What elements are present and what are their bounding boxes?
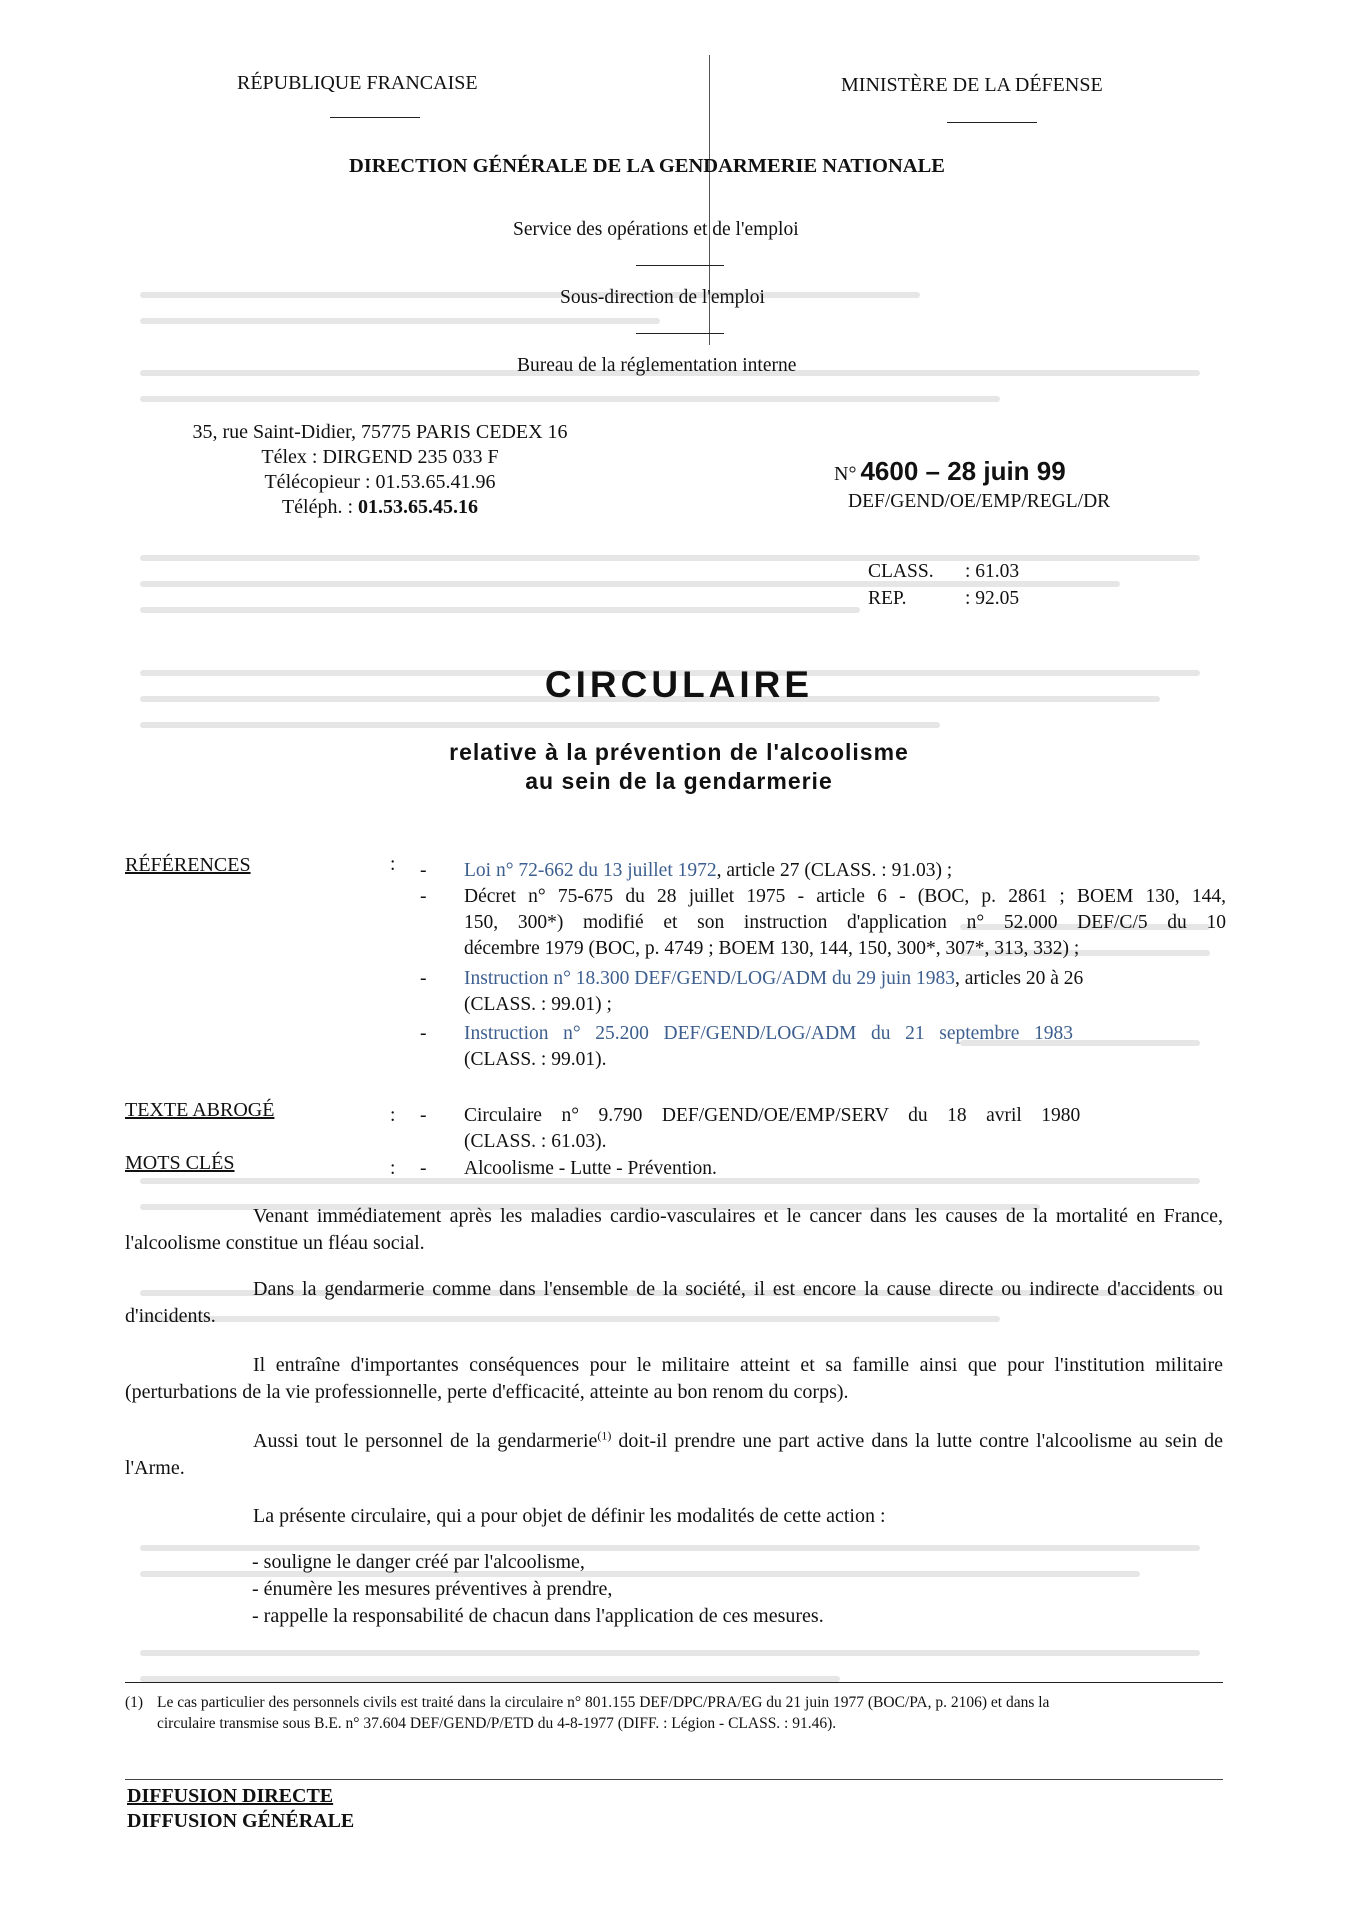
document-subtitle-line2: au sein de la gendarmerie xyxy=(525,768,833,794)
reference-text: (CLASS. : 99.01) ; xyxy=(464,994,612,1015)
reference-item xyxy=(464,858,952,884)
abrogated-dash: - xyxy=(420,1105,427,1126)
abrogated-text xyxy=(464,1103,1226,1155)
circular-code: DEF/GEND/OE/EMP/REGL/DR xyxy=(848,491,1111,512)
reference-link[interactable]: Instruction n° 18.300 DEF/GEND/LOG/ADM du 29 juin 1983 xyxy=(464,968,955,989)
address-phone xyxy=(160,495,600,520)
address-block xyxy=(160,420,600,520)
ministry-underline xyxy=(947,122,1037,123)
reference-dash: - xyxy=(420,1023,427,1044)
footnote-marker: (1) xyxy=(125,1694,144,1711)
abrogated-label: TEXTE ABROGÉ xyxy=(125,1099,275,1121)
rep-label: REP. xyxy=(868,588,907,609)
reference-link[interactable]: Instruction n° 25.200 DEF/GEND/LOG/ADM du 21 septembre 1983 xyxy=(464,1023,1073,1044)
republic-title: RÉPUBLIQUE FRANCAISE xyxy=(237,72,478,94)
reference-item xyxy=(420,966,427,992)
diffusion-general: DIFFUSION GÉNÉRALE xyxy=(127,1810,355,1832)
body-paragraph: Il entraîne d'importantes conséquences pour le militaire atteint et sa famille ainsi que pour l'institution militaire (perturbations de la vie professionnelle, perte d'efficacité, atteinte au bon renom du corps). xyxy=(125,1354,1223,1403)
address-phone-number: 01.53.65.45.16 xyxy=(358,496,479,518)
class-value: : 61.03 xyxy=(965,561,1020,582)
footnote-line2: circulaire transmise sous B.E. n° 37.604 DEF/GEND/P/ETD du 4-8-1977 (DIFF. : Légion - CLASS. : 91.46). xyxy=(157,1715,837,1732)
subdirection-underline xyxy=(636,333,724,334)
bureau-name: Bureau de la réglementation interne xyxy=(517,355,797,376)
reference-item xyxy=(420,1021,427,1047)
reference-item xyxy=(420,858,427,884)
footnote-text xyxy=(157,1692,1227,1734)
reference-item xyxy=(464,966,1226,1018)
address-street: 35, rue Saint-Didier, 75775 PARIS CEDEX 16 xyxy=(192,421,568,443)
service-underline xyxy=(636,265,724,266)
document-subtitle-line1: relative à la prévention de l'alcoolisme xyxy=(449,739,909,765)
address-phone-label: Téléph. : xyxy=(281,496,359,518)
list-item: - énumère les mesures préventives à prendre, xyxy=(252,1578,613,1600)
reference-dash: - xyxy=(420,968,427,989)
body-paragraph: La présente circulaire, qui a pour objet de définir les modalités de cette action : xyxy=(253,1505,886,1527)
class-label: CLASS. xyxy=(868,561,934,582)
subdirection-name: Sous-direction de l'emploi xyxy=(560,287,765,308)
abrogated-colon: : xyxy=(390,1105,396,1126)
document-title: CIRCULAIRE xyxy=(544,664,814,705)
abrogated-line1: Circulaire n° 9.790 DEF/GEND/OE/EMP/SERV du 18 avril 1980 xyxy=(464,1105,1081,1126)
number-prefix: N° xyxy=(834,463,857,485)
reference-text: 150, 300*) modifié et son instruction d'application n° 52.000 DEF/C/5 du 10 xyxy=(464,912,1226,933)
reference-text: , articles 20 à 26 xyxy=(954,968,1084,989)
direction-title: DIRECTION GÉNÉRALE DE LA GENDARMERIE NATIONALE xyxy=(349,155,945,177)
address-telex: Télex : DIRGEND 235 033 F xyxy=(261,446,499,468)
diffusion-separator xyxy=(125,1779,1223,1780)
reference-text: Décret n° 75-675 du 28 juillet 1975 - article 6 - (BOC, p. 2861 ; BOEM 130, 144, xyxy=(464,886,1226,907)
footnote-separator xyxy=(125,1682,1223,1683)
reference-text: décembre 1979 (BOC, p. 4749 ; BOEM 130, 144, 150, 300*, 307*, 313, 332) ; xyxy=(464,938,1080,959)
footnote-line1: Le cas particulier des personnels civils est traité dans la circulaire n° 801.155 DEF/DPC/PRA/EG du 21 juin 1977 (BOC/PA, p. 2106) et dans la xyxy=(157,1694,1050,1711)
list-item: - souligne le danger créé par l'alcoolisme, xyxy=(252,1551,585,1573)
ministry-title: MINISTÈRE DE LA DÉFENSE xyxy=(841,74,1103,96)
body-paragraph: Venant immédiatement après les maladies cardio-vasculaires et le cancer dans les causes de la mortalité en France, l'alcoolisme constitue un fléau social. xyxy=(125,1205,1223,1254)
reference-dash: - xyxy=(420,886,427,907)
body-paragraph: Aussi tout le personnel de la gendarmerie$^{(1)}$ doit-il prendre une part active dans la lutte contre l'alcoolisme au sein de l'Arme. xyxy=(125,1428,1224,1479)
abrogated-line2: (CLASS. : 61.03). xyxy=(464,1131,607,1152)
address-fax: Télécopieur : 01.53.65.41.96 xyxy=(264,471,496,493)
body-bullet-list xyxy=(252,1549,824,1630)
reference-item xyxy=(420,884,427,910)
body-paragraph: Dans la gendarmerie comme dans l'ensemble de la société, il est encore la cause directe ou indirecte d'accidents ou d'incidents. xyxy=(125,1278,1223,1327)
references-label: RÉFÉRENCES xyxy=(125,854,251,876)
keywords-colon: : xyxy=(390,1158,396,1179)
reference-text: , article 27 (CLASS. : 91.03) ; xyxy=(716,860,953,881)
rep-value: : 92.05 xyxy=(965,588,1020,609)
keywords-dash: - xyxy=(420,1158,427,1179)
reference-text: (CLASS. : 99.01). xyxy=(464,1049,607,1070)
list-item: - rappelle la responsabilité de chacun dans l'application de ces mesures. xyxy=(252,1605,824,1627)
reference-item xyxy=(464,884,1226,962)
number-value: 4600 – 28 juin 99 xyxy=(860,456,1066,486)
keywords-label: MOTS CLÉS xyxy=(125,1152,235,1174)
reference-dash: - xyxy=(420,860,427,881)
republic-underline xyxy=(330,117,420,118)
reference-item xyxy=(464,1021,1226,1073)
reference-link[interactable]: Loi n° 72-662 du 13 juillet 1972 xyxy=(464,860,717,881)
circular-number xyxy=(834,456,1066,487)
footnote-reference[interactable]: (1) xyxy=(597,1428,612,1443)
diffusion-direct: DIFFUSION DIRECTE xyxy=(127,1785,334,1807)
references-colon: : xyxy=(390,854,396,875)
service-name: Service des opérations et de l'emploi xyxy=(513,219,799,240)
keywords-value: Alcoolisme - Lutte - Prévention. xyxy=(464,1158,717,1179)
